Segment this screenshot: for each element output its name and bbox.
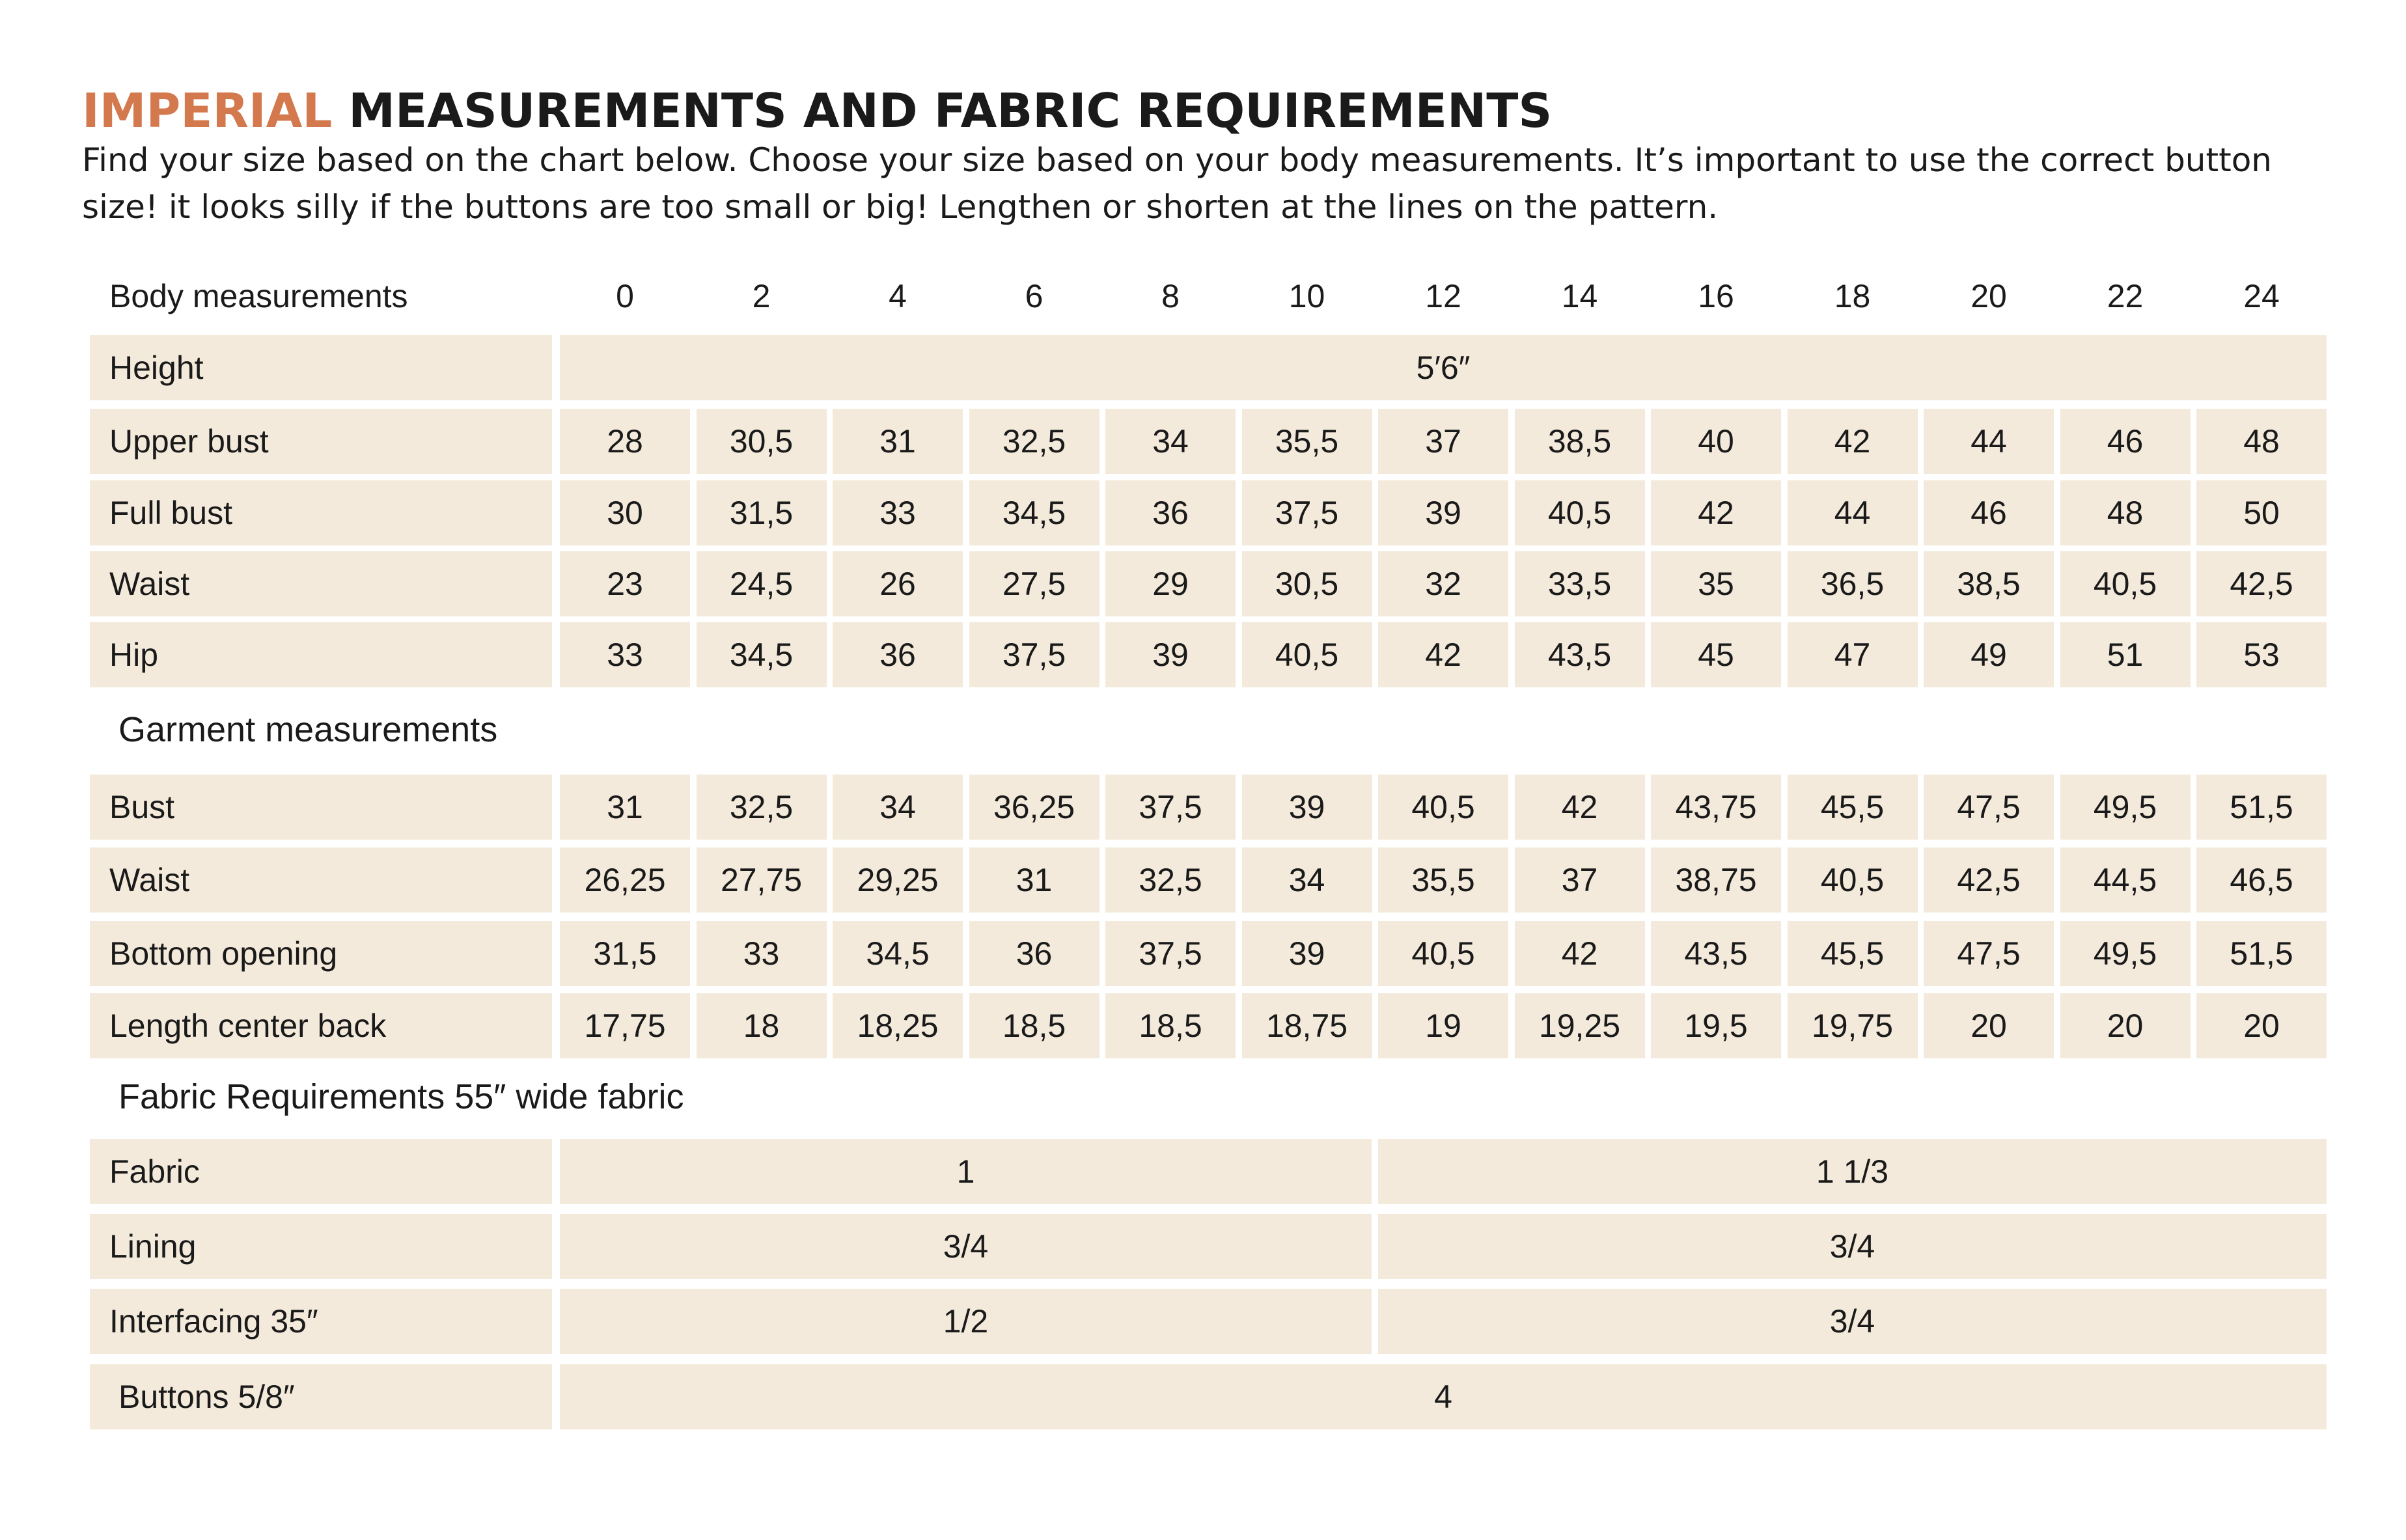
body-cell: 46 [2060, 409, 2191, 474]
garment-cell: 49,5 [2060, 921, 2191, 986]
fabric-row-label: Fabric [90, 1139, 552, 1204]
body-cell: 30 [560, 480, 690, 545]
buttons-value: 4 [560, 1364, 2327, 1429]
garment-cell: 42 [1515, 775, 1645, 840]
garment-cell: 45,5 [1788, 775, 1918, 840]
body-cell: 30,5 [697, 409, 827, 474]
garment-cell: 20 [1924, 993, 2054, 1058]
garment-cell: 49,5 [2060, 775, 2191, 840]
fabric-cell: 3/4 [1378, 1214, 2327, 1279]
garment-cell: 26,25 [560, 847, 690, 913]
garment-row-label: Waist [90, 847, 552, 913]
garment-cell: 34 [833, 775, 963, 840]
body-cell: 31 [833, 409, 963, 474]
body-cell: 42 [1788, 409, 1918, 474]
body-cell: 37,5 [969, 622, 1099, 687]
body-cell: 30,5 [1242, 551, 1372, 616]
body-cell: 37 [1378, 409, 1508, 474]
garment-cell: 38,75 [1651, 847, 1781, 913]
body-cell: 51 [2060, 622, 2191, 687]
body-cell: 36 [1105, 480, 1236, 545]
fabric-cell: 3/4 [1378, 1289, 2327, 1354]
body-cell: 50 [2196, 480, 2327, 545]
garment-cell: 27,75 [697, 847, 827, 913]
body-cell: 27,5 [969, 551, 1099, 616]
garment-cell: 19 [1378, 993, 1508, 1058]
garment-cell: 19,25 [1515, 993, 1645, 1058]
body-cell: 48 [2060, 480, 2191, 545]
body-cell: 43,5 [1515, 622, 1645, 687]
garment-cell: 18 [697, 993, 827, 1058]
body-cell: 32 [1378, 551, 1508, 616]
body-cell: 33 [560, 622, 690, 687]
height-value: 5′6″ [560, 335, 2327, 400]
body-cell: 28 [560, 409, 690, 474]
garment-cell: 51,5 [2196, 921, 2327, 986]
body-cell: 34 [1105, 409, 1236, 474]
row-label-buttons: Buttons 5/8″ [90, 1364, 552, 1429]
garment-cell: 34 [1242, 847, 1372, 913]
garment-cell: 47,5 [1924, 775, 2054, 840]
garment-cell: 34,5 [833, 921, 963, 986]
body-cell: 42 [1651, 480, 1781, 545]
body-row-label: Upper bust [90, 409, 552, 474]
garment-cell: 32,5 [1105, 847, 1236, 913]
size-header: 12 [1425, 278, 1461, 314]
body-row-label: Hip [90, 622, 552, 687]
garment-cell: 44,5 [2060, 847, 2191, 913]
body-cell: 32,5 [969, 409, 1099, 474]
body-cell: 36 [833, 622, 963, 687]
size-header: 22 [2107, 278, 2144, 314]
garment-cell: 35,5 [1378, 847, 1508, 913]
intro-text: Find your size based on the chart below. Choose your size based on your body measurements. It’s important to use the correct button size! it looks silly if the buttons are too small or big! Lengthen or shorten at the lines on the pattern. [82, 141, 2272, 226]
body-cell: 34,5 [969, 480, 1099, 545]
body-cell: 45 [1651, 622, 1781, 687]
body-cell: 44 [1924, 409, 2054, 474]
fabric-row-label: Interfacing 35″ [90, 1289, 552, 1354]
body-cell: 40,5 [1515, 480, 1645, 545]
garment-cell: 40,5 [1378, 775, 1508, 840]
body-row-label: Waist [90, 551, 552, 616]
size-header: 14 [1561, 278, 1598, 314]
body-cell: 38,5 [1515, 409, 1645, 474]
garment-cell: 45,5 [1788, 921, 1918, 986]
title-rest: MEASUREMENTS AND FABRIC REQUIREMENTS [332, 83, 1553, 138]
garment-cell: 31 [560, 775, 690, 840]
size-header: 10 [1288, 278, 1325, 314]
garment-cell: 33 [697, 921, 827, 986]
garment-cell: 19,5 [1651, 993, 1781, 1058]
body-cell: 31,5 [697, 480, 827, 545]
garment-cell: 36,25 [969, 775, 1099, 840]
body-cell: 40,5 [2060, 551, 2191, 616]
body-measurements-header: Body measurements [109, 278, 408, 314]
garment-cell: 18,75 [1242, 993, 1372, 1058]
garment-cell: 32,5 [697, 775, 827, 840]
garment-cell: 18,5 [969, 993, 1099, 1058]
garment-cell: 46,5 [2196, 847, 2327, 913]
garment-cell: 31 [969, 847, 1099, 913]
garment-cell: 20 [2060, 993, 2191, 1058]
size-header: 0 [616, 278, 634, 314]
fabric-cell: 1/2 [560, 1289, 1372, 1354]
garment-cell: 18,25 [833, 993, 963, 1058]
garment-section-title: Garment measurements [118, 710, 498, 749]
size-header: 16 [1698, 278, 1734, 314]
garment-cell: 43,75 [1651, 775, 1781, 840]
size-header: 20 [1970, 278, 2007, 314]
body-cell: 53 [2196, 622, 2327, 687]
body-cell: 26 [833, 551, 963, 616]
garment-cell: 37,5 [1105, 921, 1236, 986]
body-cell: 38,5 [1924, 551, 2054, 616]
garment-cell: 19,75 [1788, 993, 1918, 1058]
body-cell: 40,5 [1242, 622, 1372, 687]
body-cell: 39 [1378, 480, 1508, 545]
garment-cell: 39 [1242, 775, 1372, 840]
body-cell: 40 [1651, 409, 1781, 474]
body-cell: 35,5 [1242, 409, 1372, 474]
garment-cell: 18,5 [1105, 993, 1236, 1058]
garment-cell: 37,5 [1105, 775, 1236, 840]
garment-cell: 39 [1242, 921, 1372, 986]
garment-cell: 40,5 [1788, 847, 1918, 913]
fabric-cell: 3/4 [560, 1214, 1372, 1279]
garment-cell: 40,5 [1378, 921, 1508, 986]
body-cell: 29 [1105, 551, 1236, 616]
garment-row-label: Bust [90, 775, 552, 840]
garment-cell: 37 [1515, 847, 1645, 913]
body-cell: 35 [1651, 551, 1781, 616]
garment-row-label: Length center back [90, 993, 552, 1058]
body-cell: 42,5 [2196, 551, 2327, 616]
garment-cell: 42 [1515, 921, 1645, 986]
fabric-cell: 1 [560, 1139, 1372, 1204]
body-cell: 42 [1378, 622, 1508, 687]
size-header: 6 [1025, 278, 1044, 314]
body-cell: 47 [1788, 622, 1918, 687]
body-cell: 48 [2196, 409, 2327, 474]
size-header: 18 [1834, 278, 1871, 314]
size-header: 2 [752, 278, 771, 314]
garment-cell: 51,5 [2196, 775, 2327, 840]
body-cell: 33,5 [1515, 551, 1645, 616]
body-cell: 34,5 [697, 622, 827, 687]
body-row-label: Full bust [90, 480, 552, 545]
body-cell: 39 [1105, 622, 1236, 687]
body-cell: 49 [1924, 622, 2054, 687]
row-label-height: Height [90, 335, 552, 400]
fabric-section-title: Fabric Requirements 55″ wide fabric [118, 1077, 684, 1116]
body-cell: 46 [1924, 480, 2054, 545]
body-cell: 33 [833, 480, 963, 545]
body-cell: 44 [1788, 480, 1918, 545]
garment-cell: 36 [969, 921, 1099, 986]
garment-cell: 43,5 [1651, 921, 1781, 986]
body-cell: 37,5 [1242, 480, 1372, 545]
size-header: 8 [1161, 278, 1180, 314]
garment-cell: 31,5 [560, 921, 690, 986]
fabric-row-label: Lining [90, 1214, 552, 1279]
garment-cell: 29,25 [833, 847, 963, 913]
garment-row-label: Bottom opening [90, 921, 552, 986]
title-accent: IMPERIAL [82, 83, 333, 138]
size-header: 4 [889, 278, 907, 314]
size-header: 24 [2243, 278, 2280, 314]
garment-cell: 20 [2196, 993, 2327, 1058]
garment-cell: 47,5 [1924, 921, 2054, 986]
body-cell: 23 [560, 551, 690, 616]
garment-cell: 42,5 [1924, 847, 2054, 913]
fabric-cell: 1 1/3 [1378, 1139, 2327, 1204]
body-cell: 24,5 [697, 551, 827, 616]
garment-cell: 17,75 [560, 993, 690, 1058]
body-cell: 36,5 [1788, 551, 1918, 616]
